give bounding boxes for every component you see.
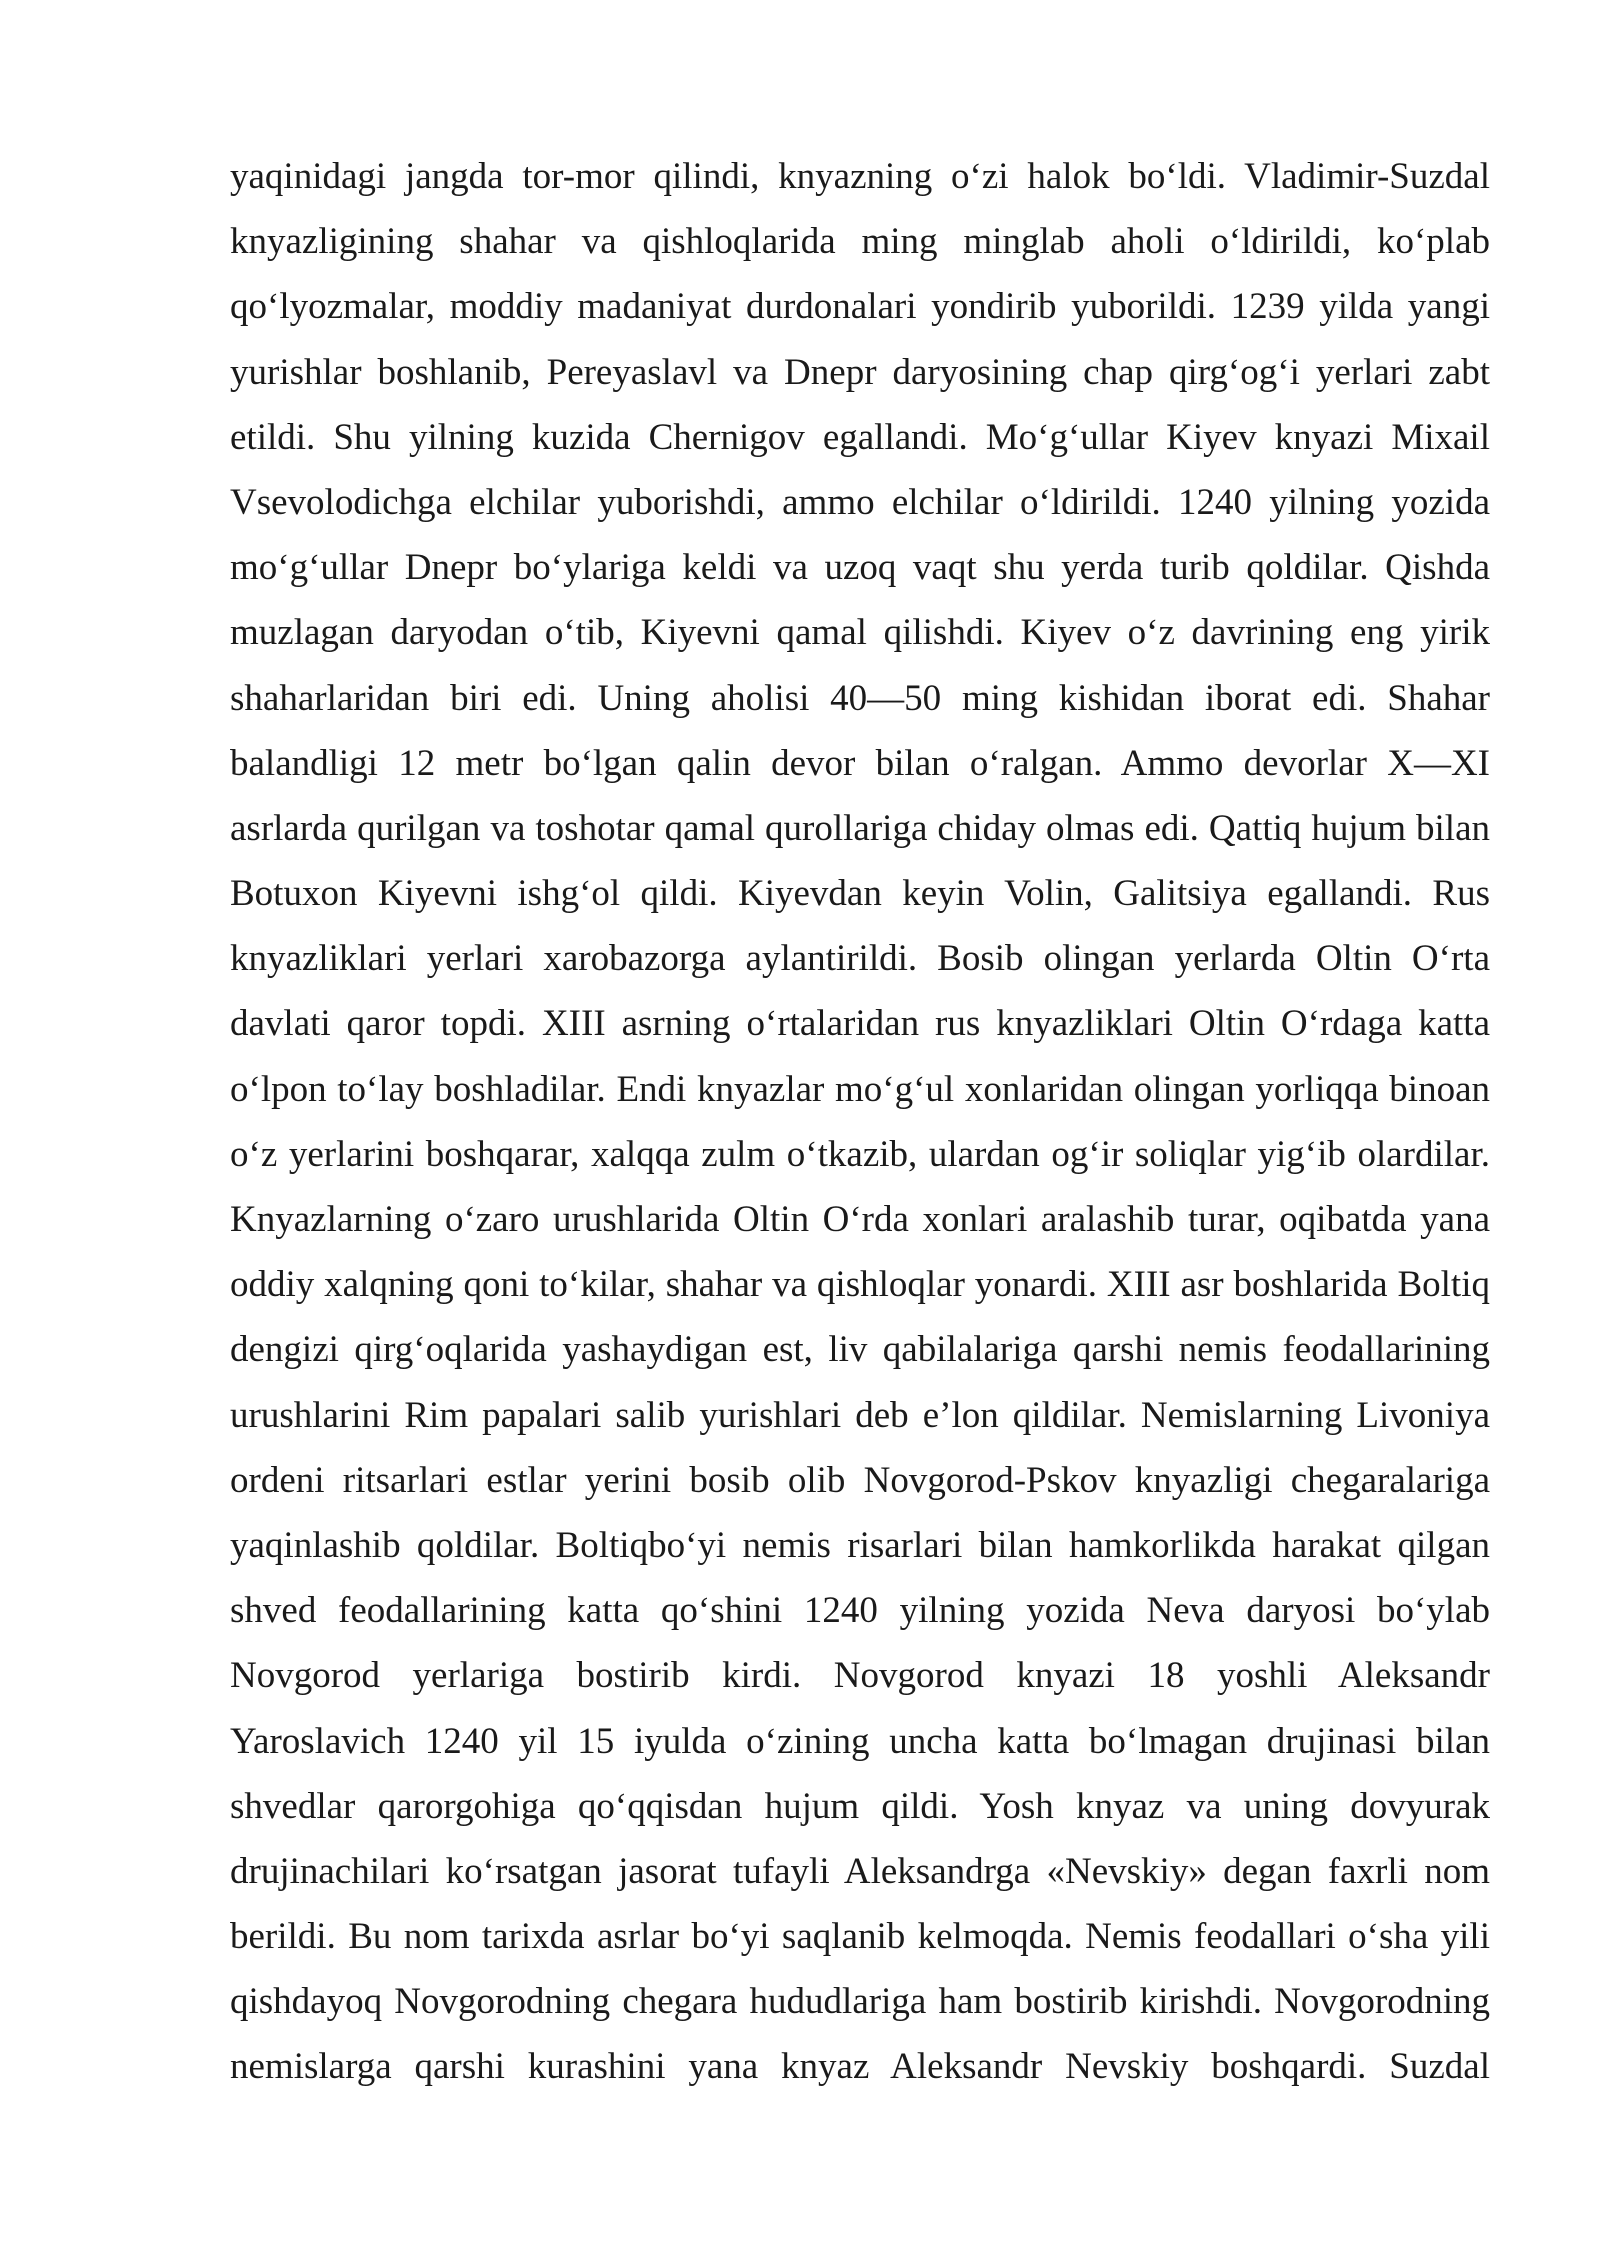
text-line: o‘lpon to‘lay boshladilar. Endi knyazlar mo‘g‘ul xonlaridan olingan yorliqqa binoan [230, 1068, 1490, 1110]
text-line: shved feodallarining katta qo‘shini 1240 yilning yozida Neva daryosi bo‘ylab [230, 1590, 1490, 1632]
text-line: yurishlar boshlanib, Pereyaslavl va Dnepr daryosining chap qirg‘og‘i yerlari zabt [230, 351, 1490, 393]
text-line: Yaroslavich 1240 yil 15 iyulda o‘zining uncha katta bo‘lmagan drujinasi bilan [230, 1720, 1490, 1762]
text-line: o‘z yerlarini boshqarar, xalqqa zulm o‘tkazib, ulardan og‘ir soliqlar yig‘ib olardilar. [230, 1133, 1490, 1175]
text-line: yaqinidagi jangda tor-mor qilindi, knyazning o‘zi halok bo‘ldi. Vladimir-Suzdal [230, 156, 1490, 197]
text-line: Novgorod yerlariga bostirib kirdi. Novgorod knyazi 18 yoshli Aleksandr [230, 1655, 1490, 1697]
text-line: etildi. Shu yilning kuzida Chernigov egallandi. Mo‘g‘ullar Kiyev knyazi Mixail [230, 416, 1490, 458]
text-line: oddiy xalqning qoni to‘kilar, shahar va qishloqlar yonardi. XIII asr boshlarida Boltiq [230, 1264, 1490, 1306]
text-line: drujinachilari ko‘rsatgan jasorat tufayli Aleksandrga «Nevskiy» degan faxrli nom [230, 1850, 1490, 1892]
text-line: yaqinlashib qoldilar. Boltiqbo‘yi nemis risarlari bilan hamkorlikda harakat qilgan [230, 1524, 1490, 1566]
text-line: mo‘g‘ullar Dnepr bo‘ylariga keldi va uzoq vaqt shu yerda turib qoldilar. Qishda [230, 547, 1490, 589]
body-paragraph [230, 150, 1490, 2106]
text-line: urushlarini Rim papalari salib yurishlari deb e’lon qildilar. Nemislarning Livoniya [230, 1394, 1490, 1436]
text-line: asrlarda qurilgan va toshotar qamal qurollariga chiday olmas edi. Qattiq hujum bilan [230, 807, 1490, 849]
text-line: ordeni ritsarlari estlar yerini bosib olib Novgorod-Pskov knyazligi chegaralariga [230, 1459, 1490, 1501]
text-line: muzlagan daryodan o‘tib, Kiyevni qamal qilishdi. Kiyev o‘z davrining eng yirik [230, 612, 1490, 654]
text-line: nemislarga qarshi kurashini yana knyaz Aleksandr Nevskiy boshqardi. Suzdal [230, 2046, 1490, 2088]
text-line: knyazligining shahar va qishloqlarida ming minglab aholi o‘ldirildi, ko‘plab [230, 221, 1490, 263]
text-line: Vsevolodichga elchilar yuborishdi, ammo elchilar o‘ldirildi. 1240 yilning yozida [230, 481, 1490, 523]
text-line: qishdayoq Novgorodning chegara hududlariga ham bostirib kirishdi. Novgorodning [230, 1981, 1490, 2023]
text-line: qo‘lyozmalar, moddiy madaniyat durdonalari yondirib yuborildi. 1239 yilda yangi [230, 286, 1490, 328]
text-line: shaharlaridan biri edi. Uning aholisi 40—50 ming kishidan iborat edi. Shahar [230, 677, 1490, 719]
text-line: davlati qaror topdi. XIII asrning o‘rtalaridan rus knyazliklari Oltin O‘rdaga katta [230, 1003, 1490, 1045]
text-line: balandligi 12 metr bo‘lgan qalin devor bilan o‘ralgan. Ammo devorlar X—XI [230, 742, 1490, 784]
text-line: berildi. Bu nom tarixda asrlar bo‘yi saqlanib kelmoqda. Nemis feodallari o‘sha yili [230, 1916, 1490, 1958]
text-line: shvedlar qarorgohiga qo‘qqisdan hujum qildi. Yosh knyaz va uning dovyurak [230, 1785, 1490, 1827]
text-line: dengizi qirg‘oqlarida yashaydigan est, liv qabilalariga qarshi nemis feodallarining [230, 1329, 1490, 1371]
text-line: Knyazlarning o‘zaro urushlarida Oltin O‘rda xonlari aralashib turar, oqibatda yana [230, 1199, 1490, 1240]
text-line: knyazliklari yerlari xarobazorga aylantirildi. Bosib olingan yerlarda Oltin O‘rta [230, 938, 1490, 980]
text-line: Botuxon Kiyevni ishg‘ol qildi. Kiyevdan keyin Volin, Galitsiya egallandi. Rus [230, 873, 1490, 915]
